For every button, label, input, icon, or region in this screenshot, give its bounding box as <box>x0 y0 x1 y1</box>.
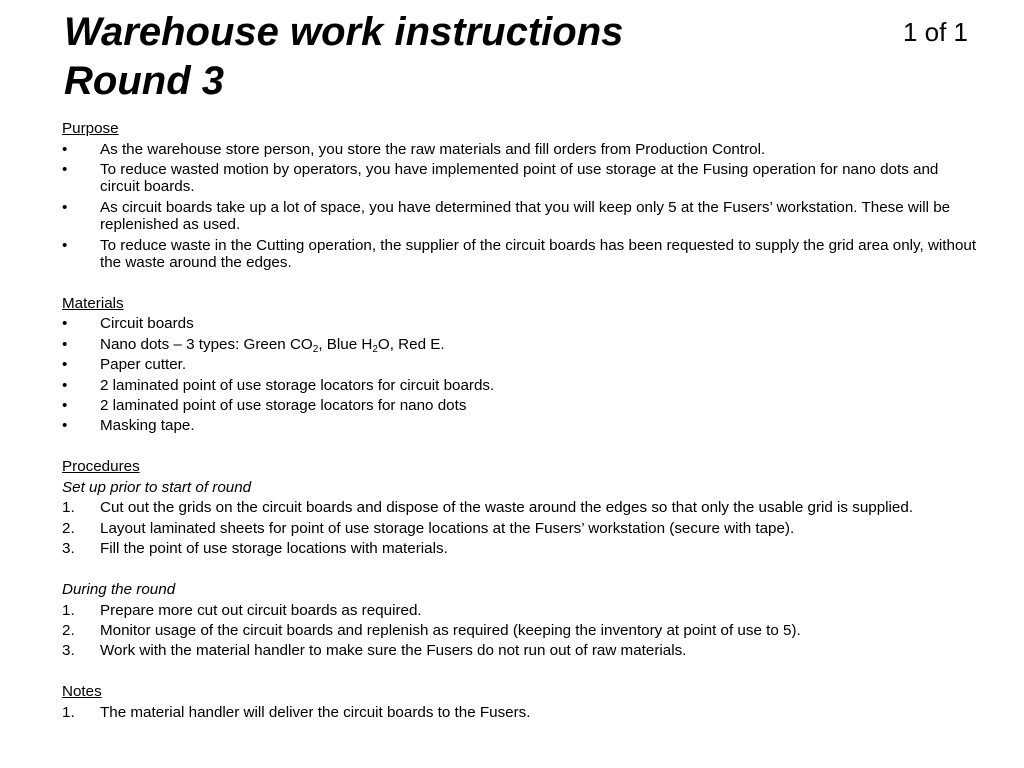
bullet-marker: • <box>62 335 68 353</box>
bullet-marker: • <box>62 315 68 333</box>
bullet-marker: • <box>62 236 68 254</box>
during-step <box>62 602 982 619</box>
during-subheading: During the round <box>62 581 176 598</box>
nano-prefix: Nano dots – 3 types: Green CO <box>100 335 313 353</box>
step-text: Prepare more cut out circuit boards as required. <box>100 601 422 619</box>
purpose-item-text: To reduce wasted motion by operators, you have implemented point of use storage at the Fusing operation for nano dots and circuit boards. <box>100 160 939 196</box>
step-text: Cut out the grids on the circuit boards and dispose of the waste around the edges so that only the usable grid is supplied. <box>100 499 914 517</box>
procedures-heading: Procedures <box>62 458 140 476</box>
step-text: Layout laminated sheets for point of use storage locations at the Fusers’ workstation (secure with tape). <box>100 519 795 537</box>
step-text: Monitor usage of the circuit boards and replenish as required (keeping the inventory at point of use to 5). <box>100 621 801 639</box>
purpose-item <box>62 237 982 272</box>
purpose-heading: Purpose <box>62 120 119 137</box>
document-body <box>62 120 982 724</box>
materials-item <box>62 397 982 414</box>
purpose-item <box>62 199 982 234</box>
purpose-item <box>62 141 982 158</box>
nano-middle: , Blue H <box>318 335 373 353</box>
nano-subscript-2: 2 <box>372 343 378 355</box>
bullet-marker: • <box>62 396 68 414</box>
materials-item-text: Paper cutter. <box>100 356 187 374</box>
bullet-marker: • <box>62 140 68 158</box>
materials-item-text <box>100 336 445 353</box>
nano-subscript-1: 2 <box>312 343 319 355</box>
materials-item-text: 2 laminated point of use storage locators for nano dots <box>100 396 467 414</box>
title-line-2: Round 3 <box>64 59 224 103</box>
setup-step <box>62 520 982 537</box>
materials-item-text: Circuit boards <box>100 315 194 333</box>
note-number: 1. <box>62 703 75 721</box>
materials-item <box>62 315 982 332</box>
bullet-marker: • <box>62 417 68 435</box>
materials-item-text: Masking tape. <box>100 417 195 435</box>
materials-item <box>62 356 982 373</box>
materials-heading: Materials <box>62 294 124 312</box>
setup-subheading: Set up prior to start of round <box>62 478 252 496</box>
setup-steps-list <box>62 499 982 557</box>
step-text: Work with the material handler to make sure the Fusers do not run out of raw materials. <box>100 642 687 660</box>
purpose-item-text: To reduce waste in the Cutting operation, the supplier of the circuit boards has been requested to supply the grid area only, without the waste around the edges. <box>100 236 977 271</box>
setup-step <box>62 499 982 516</box>
purpose-list <box>62 141 982 272</box>
step-number: 2. <box>62 519 75 537</box>
materials-list <box>62 315 982 434</box>
step-number: 1. <box>62 499 75 517</box>
setup-step <box>62 540 982 557</box>
step-number: 3. <box>62 642 75 660</box>
step-number: 3. <box>62 540 75 558</box>
during-step <box>62 642 982 659</box>
notes-heading: Notes <box>62 683 102 701</box>
purpose-item-text: As circuit boards take up a lot of space, you have determined that you will keep only 5 at the Fusers’ workstation. These will be replenished as used. <box>100 198 951 234</box>
notes-list <box>62 704 982 721</box>
nano-suffix: O, Red E. <box>377 335 445 353</box>
page-title <box>64 8 623 106</box>
page-indicator: 1 of 1 <box>902 17 968 47</box>
note-text: The material handler will deliver the circuit boards to the Fusers. <box>100 703 531 721</box>
purpose-item-text: As the warehouse store person, you store the raw materials and fill orders from Production Control. <box>100 140 766 158</box>
note-item <box>62 704 982 721</box>
step-text: Fill the point of use storage locations with materials. <box>100 540 448 558</box>
materials-item-nano-dots <box>62 336 982 353</box>
bullet-marker: • <box>62 198 68 216</box>
during-steps-list <box>62 602 982 660</box>
bullet-marker: • <box>62 376 68 394</box>
step-number: 2. <box>62 621 75 639</box>
materials-item-text: 2 laminated point of use storage locators for circuit boards. <box>100 376 495 394</box>
bullet-marker: • <box>62 356 68 374</box>
during-step <box>62 622 982 639</box>
bullet-marker: • <box>62 160 68 178</box>
step-number: 1. <box>62 601 75 619</box>
materials-item <box>62 417 982 434</box>
purpose-item <box>62 161 982 196</box>
title-line-1: Warehouse work instructions <box>64 10 624 54</box>
materials-item <box>62 377 982 394</box>
